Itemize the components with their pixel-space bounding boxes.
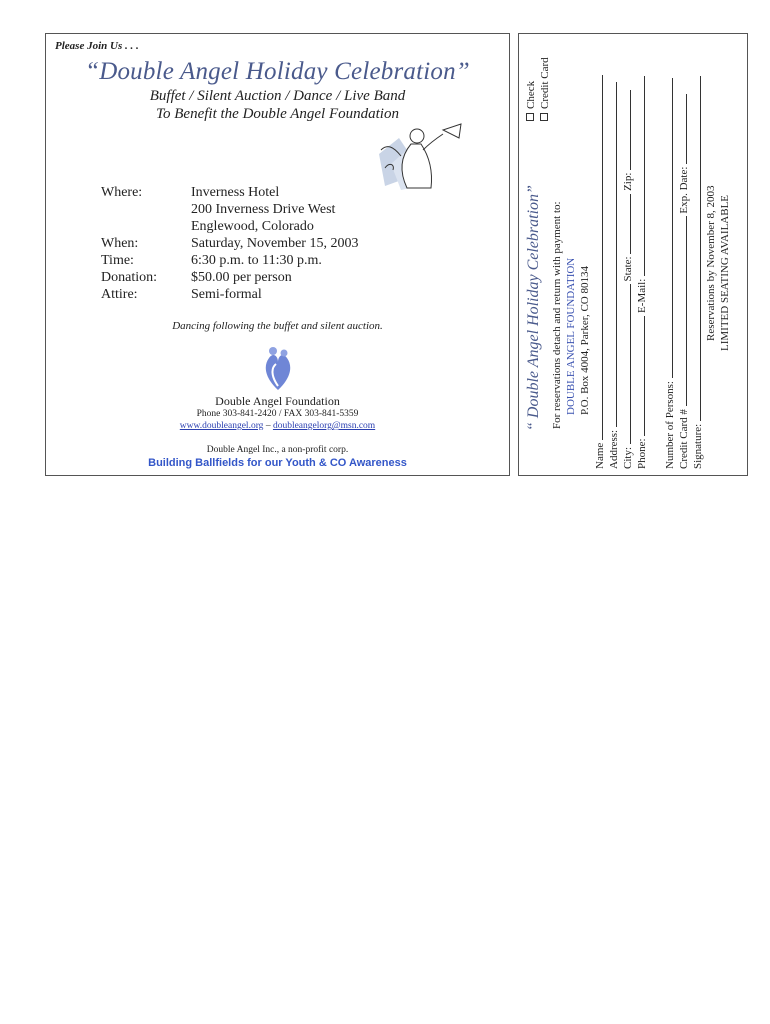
attire-row: Attire: Semi-formal (101, 287, 262, 302)
credit-card-field[interactable]: Credit Card # Exp. Date: (677, 94, 690, 469)
please-join: Please Join Us . . . (55, 40, 139, 52)
foundation-logo-icon (261, 346, 295, 392)
email-link[interactable]: doubleangelorg@msn.com (272, 421, 376, 431)
reservation-stub (518, 33, 748, 476)
phone-fax: Phone 303-841-2420 / FAX 303-841-5359 (196, 409, 359, 419)
limited-seating: LIMITED SEATING AVAILABLE (719, 194, 731, 351)
invitation-card (45, 33, 510, 476)
time-row: Time: 6:30 p.m. to 11:30 p.m. (101, 253, 322, 268)
nonprofit-note: Double Angel Inc., a non-profit corp. (206, 445, 349, 455)
event-title: “Double Angel Holiday Celebration” (85, 58, 470, 85)
persons-field[interactable]: Number of Persons: (663, 78, 676, 469)
angel-icon (371, 116, 466, 196)
contact-links: www.doubleangel.org – doubleangelorg@msn.com (179, 421, 376, 431)
when-row: When: Saturday, November 15, 2003 (101, 236, 359, 251)
check-checkbox[interactable] (526, 113, 534, 121)
website-link[interactable]: www.doubleangel.org (179, 421, 264, 431)
instructions: For reservations detach and return with payment to: (551, 201, 563, 429)
mailing-address: P.O. Box 4004, Parker, CO 80134 (579, 266, 591, 415)
event-purpose: To Benefit the Double Angel Foundation (156, 106, 399, 122)
address-field[interactable]: Address: (607, 82, 620, 469)
city-state-zip[interactable]: City: State: Zip: (621, 90, 634, 469)
where-line3: Englewood, Colorado (191, 219, 314, 234)
reservation-deadline: Reservations by November 8, 2003 (705, 185, 717, 341)
foundation-name: Double Angel Foundation (215, 394, 340, 408)
tagline: Building Ballfields for our Youth & CO Awareness (148, 457, 407, 469)
phone-email[interactable]: Phone: E-Mail: (635, 76, 648, 469)
check-option[interactable]: Check (525, 81, 537, 121)
dancing-note: Dancing following the buffet and silent auction. (172, 320, 383, 332)
credit-card-option[interactable]: Credit Card (539, 57, 551, 121)
credit-card-checkbox[interactable] (540, 113, 548, 121)
name-field[interactable]: Name (593, 75, 606, 469)
stub-title: “ Double Angel Holiday Celebration” (525, 185, 542, 431)
donation-row: Donation: $50.00 per person (101, 270, 292, 285)
where-row: Where: Inverness Hotel (101, 185, 280, 200)
event-subtitle: Buffet / Silent Auction / Dance / Live Band (149, 88, 406, 104)
where-line2: 200 Inverness Drive West (191, 202, 336, 217)
signature-field[interactable]: Signature: (691, 76, 704, 469)
payee: DOUBLE ANGEL FOUNDATION (565, 257, 577, 415)
